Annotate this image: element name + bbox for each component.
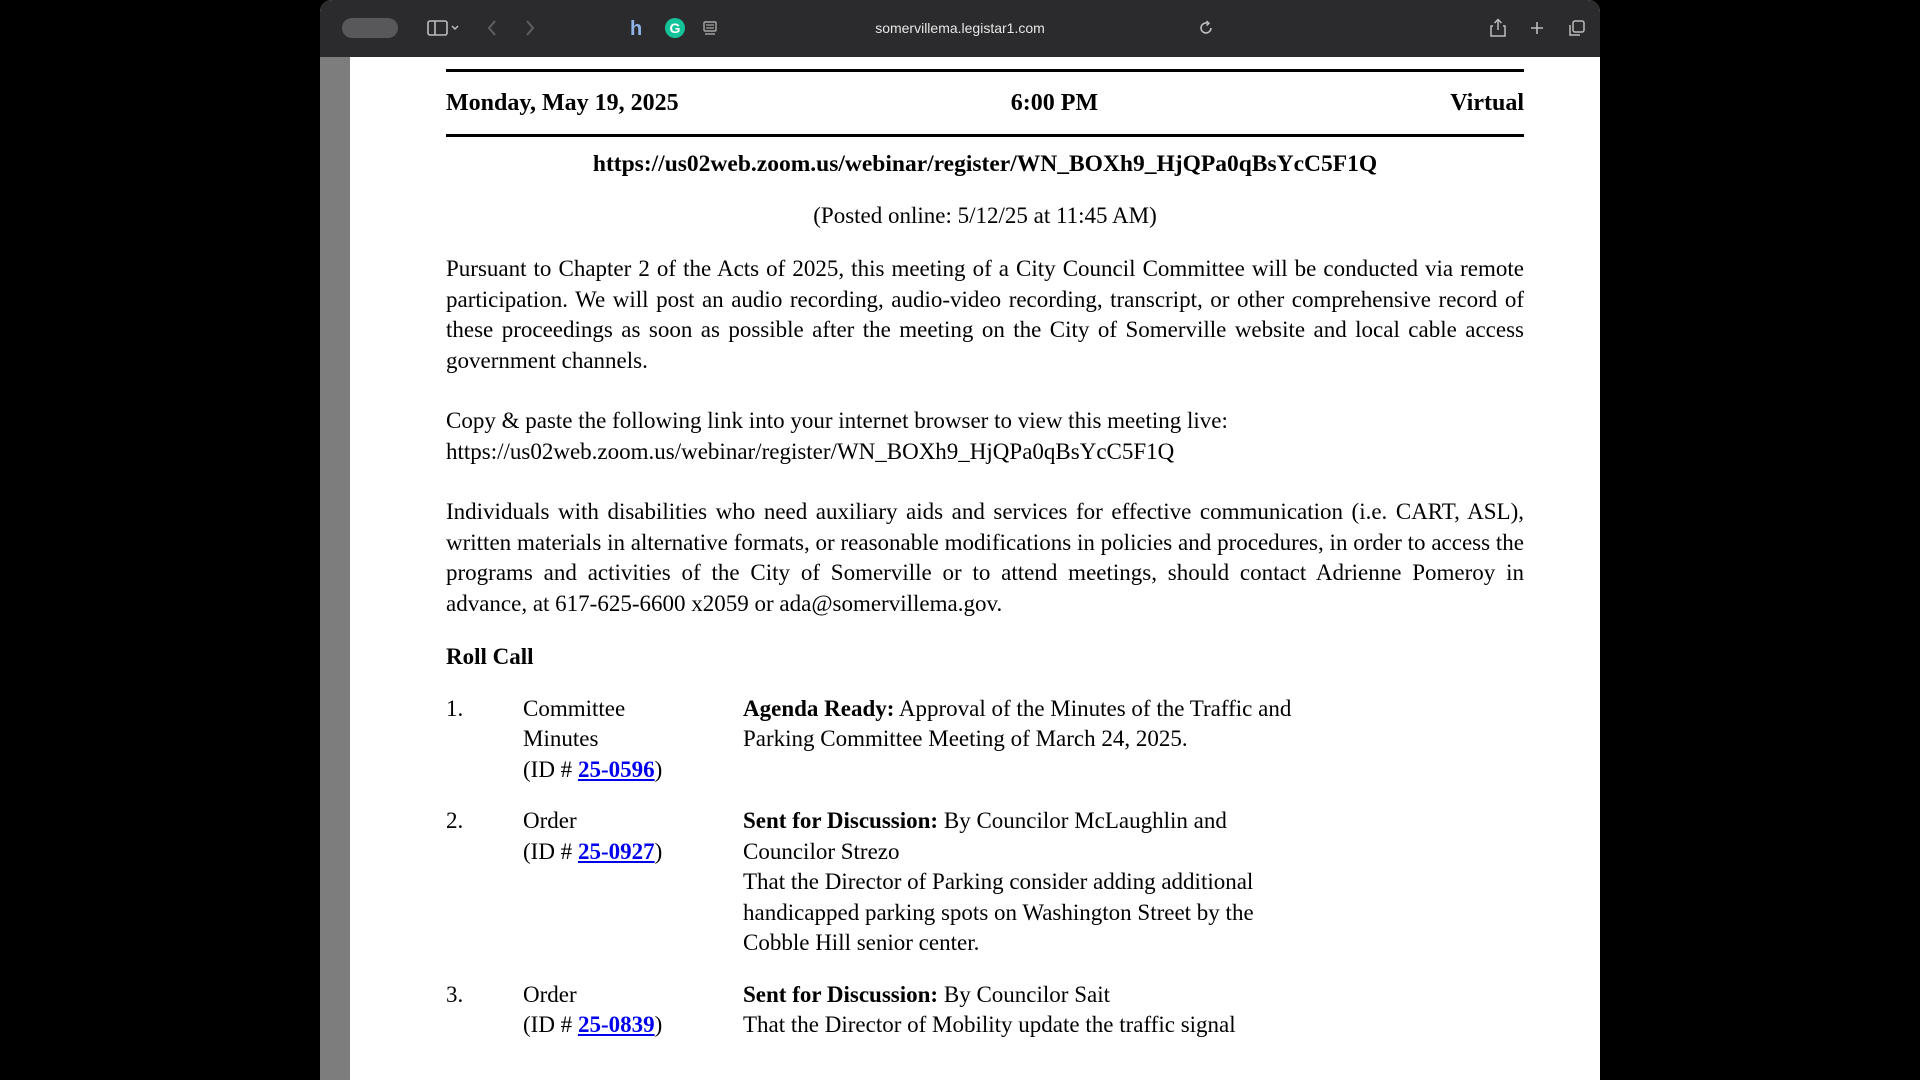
item-id-link[interactable]: 25-0596: [577, 756, 655, 782]
item-id-prefix: (ID #: [523, 1012, 578, 1037]
item-type-label: Order: [523, 981, 577, 1007]
item-number: 2.: [446, 808, 464, 833]
browser-window: [320, 0, 1600, 1080]
item-type: [523, 980, 743, 1041]
item-id: [523, 1010, 743, 1041]
address-bar[interactable]: somervillema.legistar1.com: [875, 20, 1045, 36]
item-id-prefix: (ID #: [523, 838, 578, 864]
item-status: Sent for Discussion:: [743, 981, 939, 1007]
zoom-link-heading[interactable]: https://us02web.zoom.us/webinar/register/WN_BOXh9_HjQPa0qBsYcC5F1Q: [592, 151, 1378, 177]
agenda-content: [446, 57, 1524, 1041]
meeting-location: Virtual: [1450, 89, 1524, 116]
item-id-link[interactable]: 25-0927: [577, 838, 655, 864]
svg-text:G: G: [669, 20, 681, 36]
roll-call-heading: Roll Call: [446, 644, 534, 669]
item-text: By Councilor Sait: [938, 981, 1110, 1007]
new-tab-icon[interactable]: [1525, 14, 1549, 42]
back-icon[interactable]: [480, 14, 504, 42]
grammarly-extension-icon[interactable]: [662, 14, 688, 42]
copy-paste-paragraph: [446, 406, 1524, 467]
svg-text:h: h: [630, 18, 643, 39]
copy-paste-text: Copy & paste the following link into your internet browser to view this meeting live:: [446, 408, 1228, 433]
meeting-time: 6:00 PM: [1010, 89, 1099, 116]
sidebar-gutter: [320, 57, 350, 1080]
item-description: [743, 980, 1323, 1041]
item-id: [523, 755, 743, 786]
meeting-header: [446, 72, 1524, 134]
browser-toolbar: [320, 0, 1600, 58]
forward-icon[interactable]: [518, 14, 542, 42]
item-description: [743, 694, 1323, 786]
sidebar-toggle-icon[interactable]: [424, 14, 464, 42]
meeting-date: Monday, May 19, 2025: [446, 89, 679, 116]
tab-overview-icon[interactable]: [1565, 14, 1589, 42]
agenda-item: [446, 980, 1524, 1041]
item-detail: That the Director of Mobility update the traffic signal: [743, 1012, 1236, 1037]
item-id-prefix: (ID #: [523, 756, 578, 782]
posted-online: (Posted online: 5/12/25 at 11:45 AM): [813, 202, 1157, 228]
reload-icon[interactable]: [1194, 14, 1218, 42]
pdf-page: [350, 57, 1600, 1080]
item-status: Agenda Ready:: [743, 695, 895, 721]
copy-paste-link[interactable]: https://us02web.zoom.us/webinar/register/WN_BOXh9_HjQPa0qBsYcC5F1Q: [446, 438, 1175, 464]
share-icon[interactable]: [1485, 14, 1511, 42]
reader-icon[interactable]: [698, 14, 722, 42]
disabilities-paragraph: Individuals with disabilities who need auxiliary aids and services for effective communication (i.e. CART, ASL), written materials in alternative formats, or reasonable modifications in policies and procedures, in order to access the programs and activities of the City of Somerville or to attend meetings, should contact Adrienne Pomeroy in advance, at 617-625-6600 x2059 or ada@somervillema.gov.: [446, 499, 1524, 616]
item-type-label: Committee Minutes: [523, 695, 626, 751]
item-text: By Councilor McLaughlin and Councilor Strezo: [743, 808, 1227, 864]
item-number: 3.: [446, 981, 464, 1007]
item-number: 1.: [446, 695, 464, 721]
item-type-label: Order: [523, 808, 577, 833]
item-type: [523, 694, 743, 786]
item-status: Sent for Discussion:: [743, 808, 939, 833]
hypothesis-extension-icon[interactable]: [625, 14, 651, 42]
item-description: [743, 806, 1323, 959]
bottom-rule: [446, 134, 1524, 137]
remote-participation-paragraph: Pursuant to Chapter 2 of the Acts of 2025, this meeting of a City Council Committee will be conducted via remote participation. We will post an audio recording, audio-video recording, transcript, or other comprehensive record of these proceedings as soon as possible after the meeting on the City of Somerville website and local cable access government channels.: [446, 256, 1524, 373]
item-id-suffix: ): [654, 838, 663, 864]
agenda-item: [446, 806, 1524, 959]
item-id-suffix: ): [654, 1012, 663, 1037]
item-id: [523, 837, 743, 868]
item-text: Approval of the Minutes of the Traffic and Parking Committee Meeting of March 24, 2025.: [743, 695, 1292, 751]
item-detail: That the Director of Parking consider adding additional handicapped parking spots on Washington Street by the Cobble Hill senior center.: [743, 869, 1254, 955]
item-id-link[interactable]: 25-0839: [577, 1012, 655, 1037]
item-id-suffix: ): [654, 756, 663, 782]
agenda-item: [446, 694, 1524, 786]
window-controls[interactable]: [342, 18, 398, 38]
item-type: [523, 806, 743, 959]
